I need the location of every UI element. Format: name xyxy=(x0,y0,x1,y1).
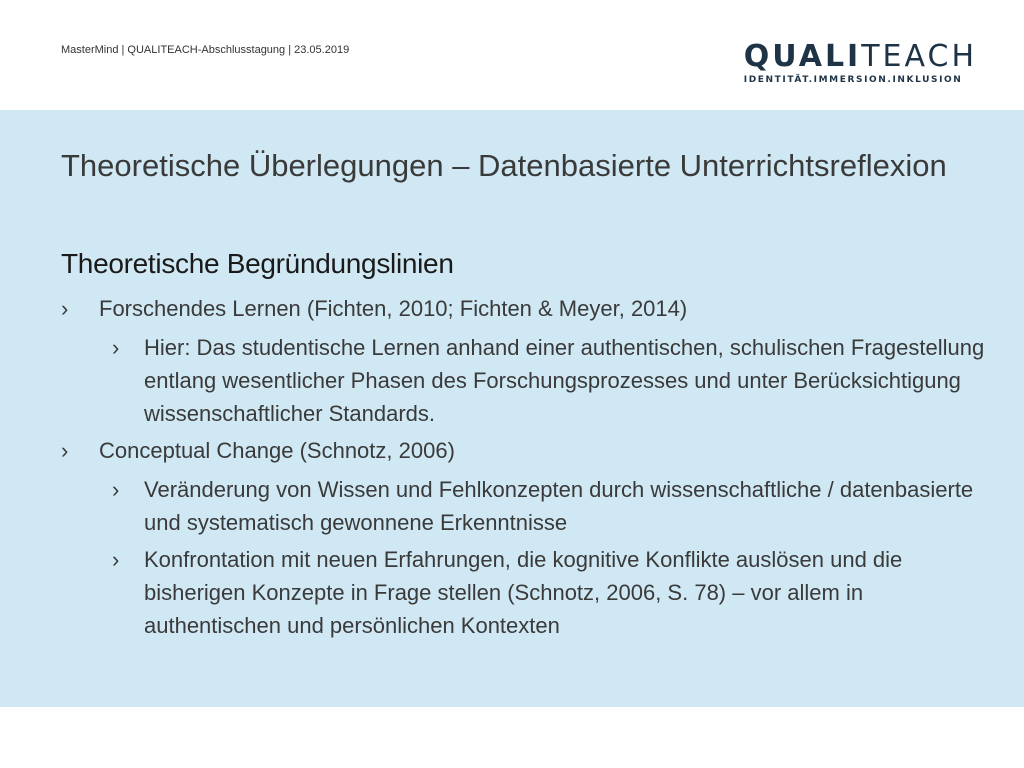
list-item xyxy=(112,473,991,539)
bullet-list xyxy=(61,292,991,646)
list-item xyxy=(112,331,991,430)
header-meta-text: MasterMind | QUALITEACH-Abschlusstagung | 23.05.2019 xyxy=(61,44,350,56)
bullet-chevron-icon: › xyxy=(61,438,69,463)
bullet-chevron-icon: › xyxy=(112,477,120,502)
logo-tagline: IDENTITÄT.IMMERSION.INKLUSION xyxy=(743,75,963,85)
logo-wordmark xyxy=(744,40,977,74)
slide-header xyxy=(0,0,1024,110)
logo-wordmark-light: TEACH xyxy=(861,39,977,74)
list-item-text: Hier: Das studentische Lernen anhand einer authentischen, schulischen Fragestellung entlang wesentlicher Phasen des Forschungsprozesses und unter Berücksichtigung wissenschaftlicher Standards. xyxy=(144,335,985,426)
list-item xyxy=(61,434,991,467)
list-item xyxy=(112,543,991,642)
bullet-chevron-icon: › xyxy=(112,335,120,360)
logo-wordmark-bold: QUALI xyxy=(743,39,862,74)
bullet-chevron-icon: › xyxy=(112,547,120,572)
bullet-chevron-icon: › xyxy=(61,296,69,321)
list-item-text: Konfrontation mit neuen Erfahrungen, die kognitive Konflikte auslösen und die bisherigen Konzepte in Frage stellen (Schnotz, 2006, S. 78) – vor allem in authentischen und persönlichen Kontexten xyxy=(144,547,903,638)
list-item-text: Conceptual Change (Schnotz, 2006) xyxy=(99,438,455,463)
list-item xyxy=(61,292,991,325)
qualiteach-logo xyxy=(744,40,977,85)
slide-title: Theoretische Überlegungen – Datenbasierte Unterrichtsreflexion xyxy=(61,148,947,183)
slide-subtitle: Theoretische Begründungslinien xyxy=(61,248,454,279)
list-item-text: Forschendes Lernen (Fichten, 2010; Fichten & Meyer, 2014) xyxy=(99,296,688,321)
list-item-text: Veränderung von Wissen und Fehlkonzepten durch wissenschaftliche / datenbasierte und systematisch gewonnene Erkenntnisse xyxy=(144,477,974,535)
